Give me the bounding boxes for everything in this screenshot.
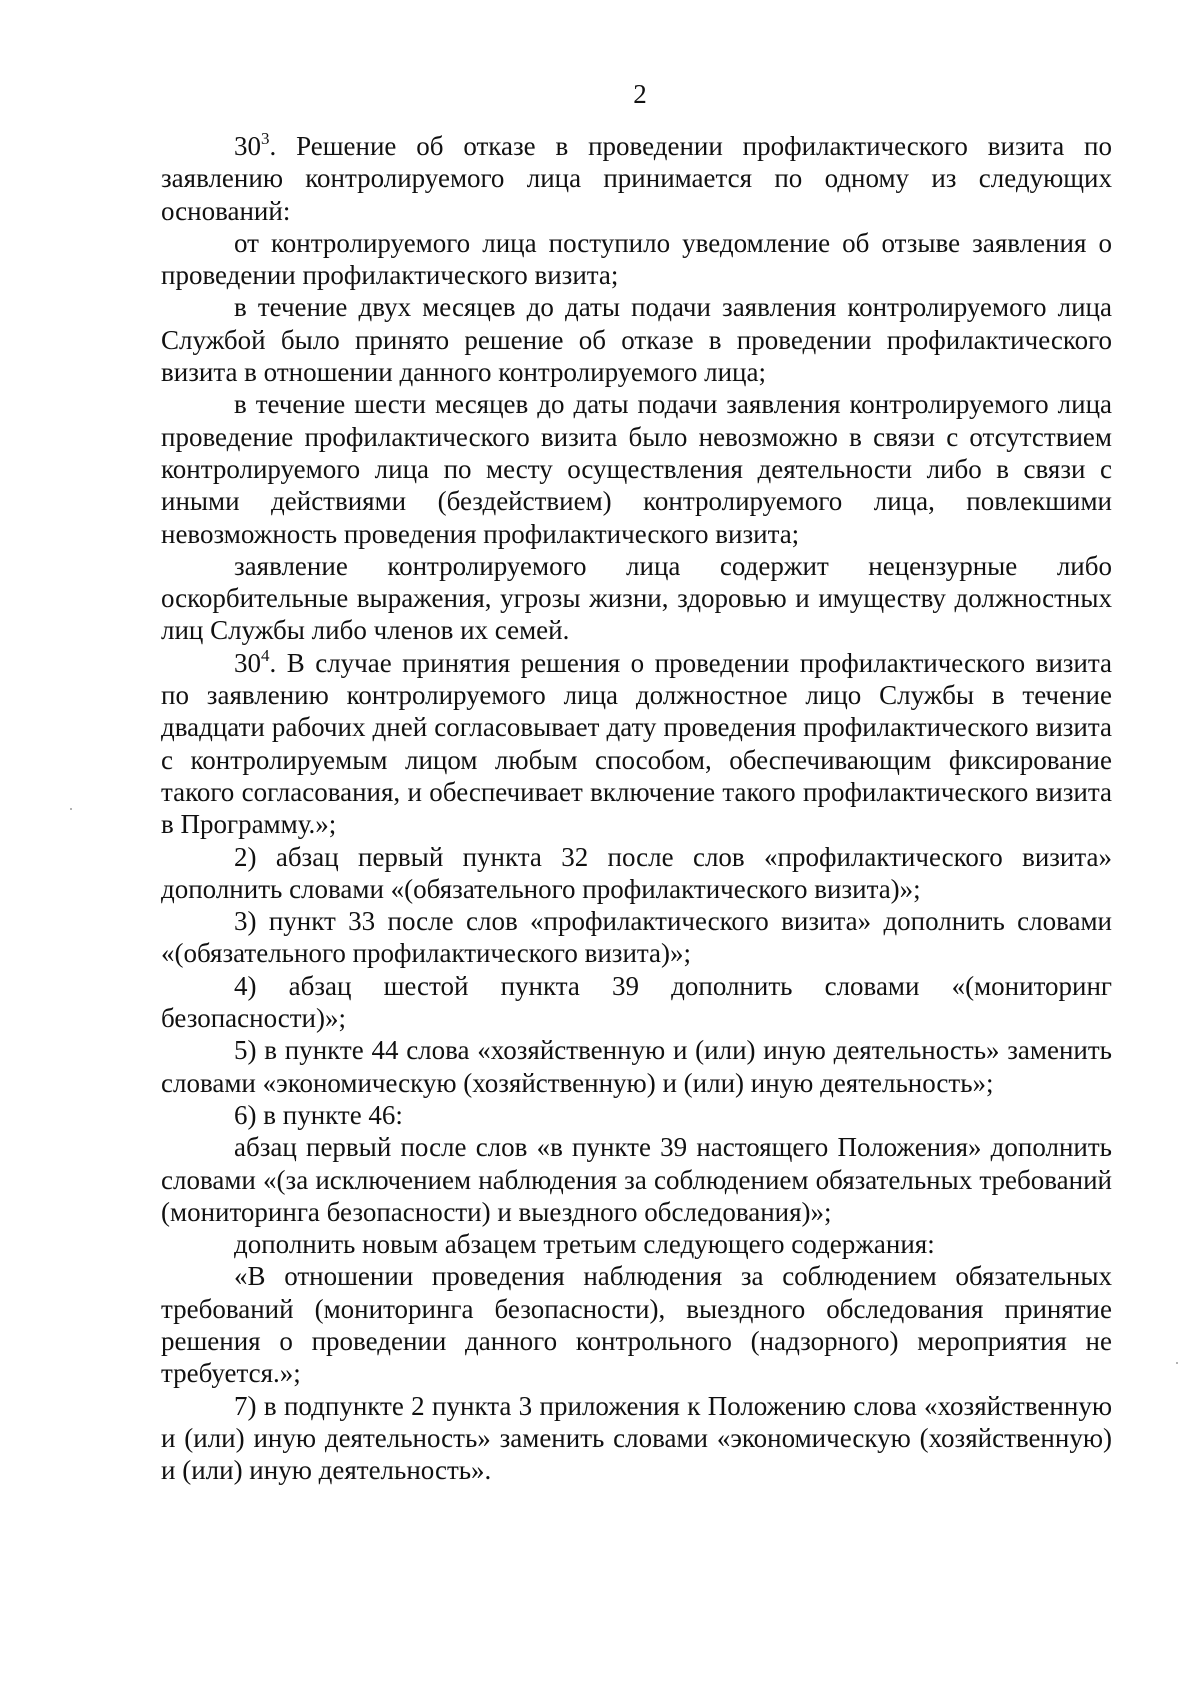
paragraph: 3) пункт 33 после слов «профилактического визита» дополнить словами «(обязательного профилактического визита)»; — [161, 906, 1112, 969]
clause-superscript: 4 — [261, 645, 270, 665]
paragraph: 5) в пункте 44 слова «хозяйственную и (или) иную деятельность» заменить словами «экономическую (хозяйственную) и (или) иную деятельность»; — [161, 1035, 1112, 1098]
paragraph: «В отношении проведения наблюдения за соблюдением обязательных требований (мониторинга безопасности), выездного обследования принятие решения о проведении данного контрольного (надзорного) мероприятия не требуется.»; — [161, 1261, 1112, 1389]
paragraph-30-3 — [161, 130, 1112, 227]
paragraph: 6) в пункте 46: — [234, 1099, 403, 1130]
paragraph-30-4 — [161, 647, 1112, 841]
paragraph-text: . В случае принятия решения о проведении профилактического визита по заявлению контролируемого лица должностное лицо Службы в течение двадцати рабочих дней согласовывает дату проведения профилактического визита с контролируемым лицом любым способом, обеспечивающим фиксирование такого согласования, и обеспечивает включение такого профилактического визита в Программу.»; — [161, 647, 1112, 840]
paragraph-text: . Решение об отказе в проведении профилактического визита по заявлению контролируемого лица принимается по одному из следующих оснований: — [161, 131, 1112, 226]
paragraph: 7) в подпункте 2 пункта 3 приложения к Положению слова «хозяйственную и (или) иную деятельность» заменить словами «экономическую (хозяйственную) и (или) иную деятельность». — [161, 1390, 1112, 1486]
paragraph: 2) абзац первый пункта 32 после слов «профилактического визита» дополнить словами «(обязательного профилактического визита)»; — [161, 841, 1112, 904]
clause-superscript: 3 — [261, 129, 270, 148]
clause-number: 30 — [234, 131, 261, 161]
page-number: 2 — [633, 79, 647, 109]
paragraph: в течение двух месяцев до даты подачи заявления контролируемого лица Службой было принято решение об отказе в проведении профилактического визита в отношении данного контролируемого лица; — [161, 292, 1112, 388]
paragraph: дополнить новым абзацем третьим следующего содержания: — [234, 1229, 935, 1260]
scan-speck — [1176, 1362, 1178, 1364]
scan-speck — [70, 808, 72, 810]
paragraph: 4) абзац шестой пункта 39 дополнить словами «(мониторинг безопасности)»; — [161, 970, 1112, 1034]
document-body — [161, 130, 1112, 1486]
paragraph: в течение шести месяцев до даты подачи заявления контролируемого лица проведение профилактического визита было невозможно в связи с отсутствием контролируемого лица по месту осуществления деятельности либо в связи с иными действиями (бездействием) контролируемого лица, повлекшими невозможность проведения профилактического визита; — [161, 389, 1112, 549]
paragraph: от контролируемого лица поступило уведомление об отзыве заявления о проведении профилактического визита; — [161, 227, 1112, 291]
clause-number: 30 — [234, 647, 261, 678]
paragraph: заявление контролируемого лица содержит нецензурные либо оскорбительные выражения, угрозы жизни, здоровью и имуществу должностных лиц Службы либо членов их семей. — [161, 550, 1112, 646]
paragraph: абзац первый после слов «в пункте 39 настоящего Положения» дополнить словами «(за исключением наблюдения за соблюдением обязательных требований (мониторинга безопасности) и выездного обследования)»; — [161, 1132, 1112, 1227]
